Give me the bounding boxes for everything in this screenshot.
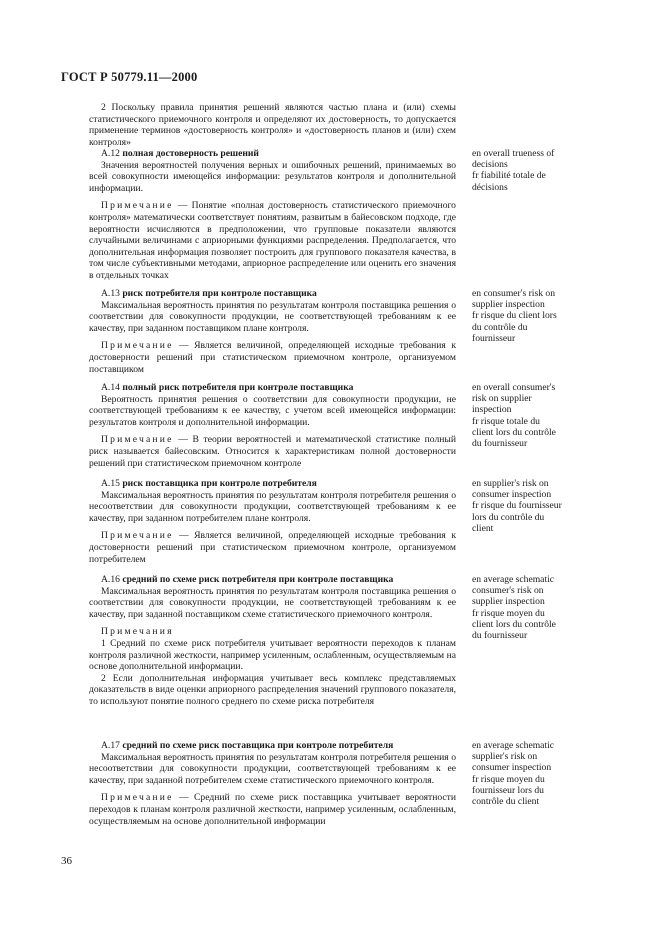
- equivalent-line: decisions: [472, 159, 508, 171]
- term-definition: Максимальная вероятность принятия по результатам контроля потребителя решения о несоответствии для совокупности продукции, соответствующей требованиям к ее качеству, при заданном потребителем плане контроля.: [89, 489, 456, 524]
- equivalent-line: consumer's risk on: [472, 585, 544, 597]
- equivalents-a13: [472, 288, 602, 344]
- equivalent-line: client lors du contrôle: [472, 618, 556, 630]
- equivalent-line: consumer inspection: [472, 762, 552, 774]
- term-definition: Максимальная вероятность принятия по результатам контроля потребителя решения о несоответствии для совокупности продукции, соответствующей требованиям к ее качеству, при заданной потребителем схеме статистического приемочного контроля.: [89, 751, 456, 786]
- equivalent-line: du contrôle du: [472, 321, 528, 333]
- term-title: средний по схеме риск потребителя при контроле поставщика: [122, 574, 394, 585]
- term-number: A.17: [101, 740, 120, 751]
- term-title: риск поставщика при контроле потребителя: [122, 478, 317, 489]
- note-label: Примечание: [101, 530, 174, 542]
- term-number: A.12: [101, 148, 120, 159]
- notes-label: Примечания: [101, 626, 174, 638]
- note-text: — Является величиной, определяющей исходные требования к достоверности решений при статистическом приемочном контроле, организуемом потребителем: [89, 530, 456, 565]
- equivalent-line: en supplier's risk on: [472, 478, 549, 489]
- note-item-1: 1 Средний по схеме риск потребителя учитывает вероятности переходов к планам контроля различной жесткости, например усиленным, ослабленным, осуществляемым на основе дополнительной информации.: [89, 637, 456, 673]
- equivalent-line: en average schematic: [472, 740, 555, 751]
- term-definition: Вероятность принятия решения о соответствии для совокупности продукции, не соответствующей требованиям к ее качеству, с учетом всей имеющейся информации: результатов контроля и дополнительной информации.: [89, 393, 456, 428]
- equivalent-line: fr risque du client lors: [472, 310, 557, 322]
- note-item-2: 2 Если дополнительная информация учитывает весь комплекс представляемых доказательств в виде оценки априорного распределения значений группового показателя, то используют понятие полного среднего по схеме риска потребителя: [89, 672, 456, 707]
- equivalents-a14: [472, 382, 602, 449]
- equivalent-line: fournisseur: [472, 332, 516, 344]
- standard-designation: ГОСТ Р 50779.11—2000: [61, 70, 198, 84]
- note-label: Примечание: [101, 434, 174, 446]
- note-text: — Понятие «полная достоверность статистического приемочного контроля» математически соответствует понятиям, развитым в байесовском подходе, где вероятности исчисляются в предположении, что групповые показатели являются случайными величинами с априорными функциями распределения. Предполагается, что дополнительная информация позволяет построить для группового показателя качества, в том числе субъективными методами, априорное распределение или оценить его значения в отдельных точках: [89, 200, 456, 281]
- term-definition: Максимальная вероятность принятия по результатам контроля поставщика решения о соответствии для совокупности продукции, не соответствующей требованиям к ее качеству, при заданном поставщиком плане контроля.: [89, 299, 456, 334]
- equivalent-line: client lors du contrôle: [472, 426, 556, 438]
- equivalent-line: fr risque moyen du: [472, 773, 545, 785]
- term-title: полный риск потребителя при контроле поставщика: [122, 382, 354, 393]
- equivalents-a17: [472, 740, 602, 807]
- equivalent-line: fr risque totale du: [472, 415, 540, 427]
- term-title: риск потребителя при контроле поставщика: [122, 288, 317, 299]
- equivalent-line: consumer inspection: [472, 489, 552, 501]
- equivalent-line: en overall trueness of: [472, 148, 555, 159]
- equivalents-a15: [472, 478, 602, 534]
- term-block-a17: [89, 740, 456, 827]
- equivalent-line: fr risque du fournisseur: [472, 500, 562, 512]
- term-number: A.14: [101, 382, 120, 393]
- equivalent-line: supplier's risk on: [472, 751, 538, 763]
- equivalents-a12: [472, 148, 602, 193]
- note-label: Примечание: [101, 200, 174, 212]
- note-text: — Является величиной, определяющей исходные требования к достоверности решений при статистическом приемочном контроле, организуемом поставщиком: [89, 340, 456, 375]
- equivalent-line: fr risque moyen du: [472, 607, 545, 619]
- term-number: A.15: [101, 478, 120, 489]
- equivalent-line: fournisseur lors du: [472, 784, 544, 796]
- equivalent-line: fr fiabilité totale de: [472, 170, 546, 182]
- note-label: Примечание: [101, 792, 174, 804]
- term-block-a13: [89, 288, 456, 375]
- equivalent-line: du fournisseur: [472, 630, 528, 642]
- term-block-a15: [89, 478, 456, 565]
- note-text: — В теории вероятностей и математической статистике полный риск называется байесовским. Относится к характеристикам полной достоверности решений при статистическом приемочном контроле: [89, 434, 456, 469]
- equivalent-line: risk on supplier: [472, 393, 532, 405]
- equivalent-line: lors du contrôle du: [472, 511, 545, 523]
- note-label: Примечание: [101, 340, 174, 352]
- term-definition: Максимальная вероятность принятия по результатам контроля поставщика решения о соответствии для совокупности продукции, не соответствующей требованиям к ее качеству, при заданной поставщиком схеме статистического приемочного контроля.: [89, 585, 456, 620]
- equivalent-line: du fournisseur: [472, 438, 528, 450]
- equivalent-line: supplier inspection: [472, 596, 545, 608]
- intro-block: [89, 102, 456, 148]
- note-text: — Средний по схеме риск поставщика учитывает вероятности переходов к планам контроля различной жесткости, например усиленным, ослабленным, осуществляемым на основе дополнительной информации: [89, 792, 456, 827]
- equivalent-line: en overall consumer's: [472, 382, 556, 393]
- term-title: средний по схеме риск поставщика при контроле потребителя: [122, 740, 394, 751]
- page-number: 36: [61, 855, 72, 867]
- term-number: A.13: [101, 288, 120, 299]
- equivalents-a16: [472, 574, 602, 641]
- equivalent-line: décisions: [472, 181, 508, 193]
- term-number: A.16: [101, 574, 120, 585]
- equivalent-line: en consumer's risk on: [472, 288, 555, 299]
- intro-paragraph: 2 Поскольку правила принятия решений являются частью плана и (или) схемы статистического приемочного контроля и определяют их достоверность, то допускается применение терминов «достоверность контроля» и «достоверность планов и (или) схем контроля»: [89, 102, 456, 148]
- term-block-a12: [89, 148, 456, 282]
- term-block-a14: [89, 382, 456, 469]
- equivalent-line: inspection: [472, 404, 512, 416]
- term-block-a16: [89, 574, 456, 708]
- equivalent-line: supplier inspection: [472, 299, 545, 311]
- term-title: полная достоверность решений: [122, 148, 259, 159]
- equivalent-line: en average schematic: [472, 574, 555, 585]
- equivalent-line: client: [472, 522, 494, 534]
- equivalent-line: contrôle du client: [472, 796, 540, 808]
- term-definition: Значения вероятностей получения верных и ошибочных решений, принимаемых во всей совокупности имеющейся информации: результатов контроля и дополнительной информации.: [89, 159, 456, 194]
